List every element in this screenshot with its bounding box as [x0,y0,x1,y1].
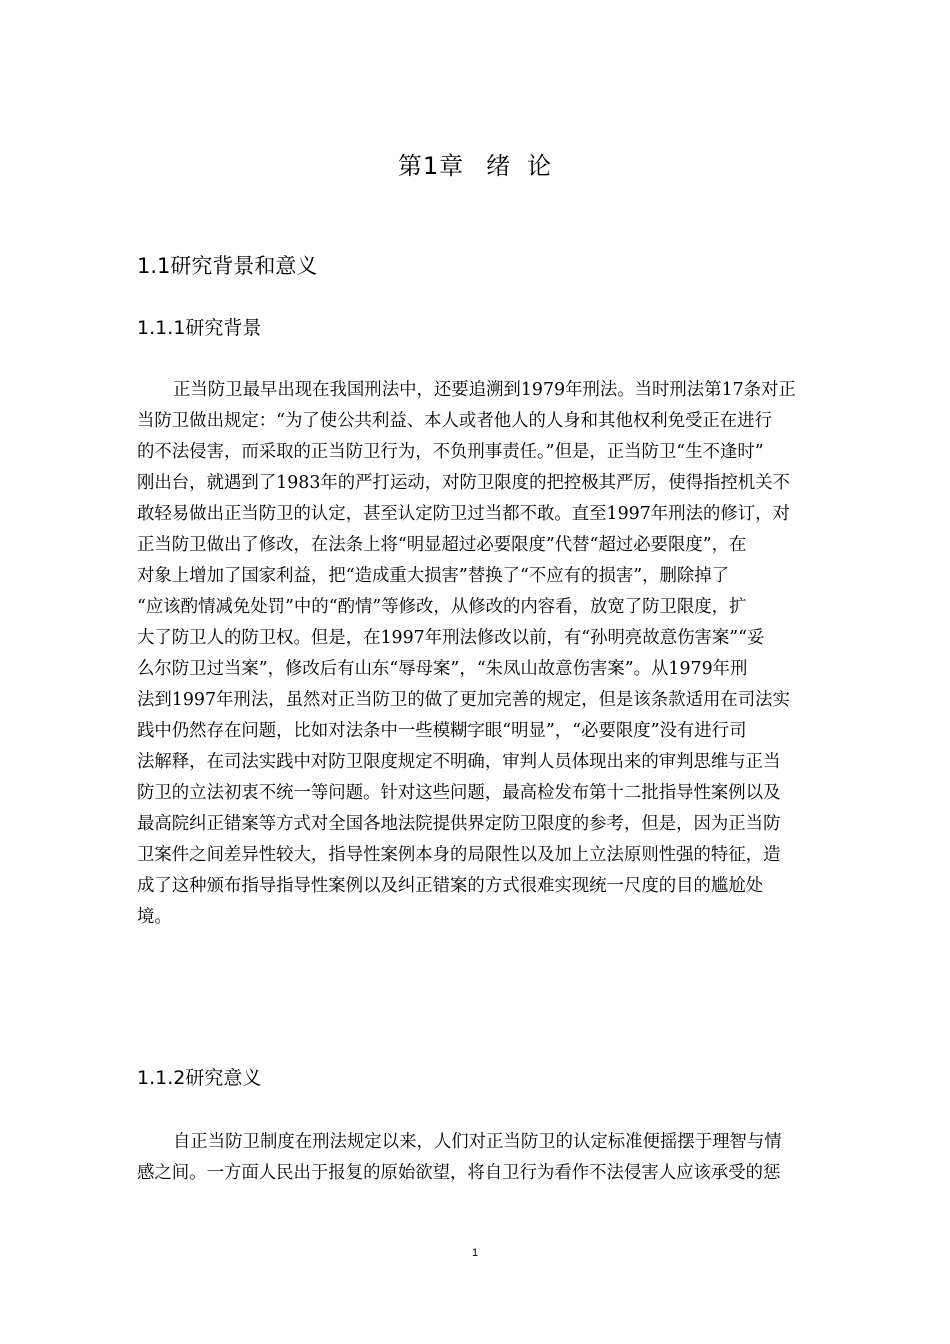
subsection-heading-significance: 1.1.2研究意义 [137,1067,262,1089]
subsection-heading-background: 1.1.1研究背景 [137,317,262,339]
chapter-number: 第1章 [397,152,465,180]
page-number: 1 [471,1247,479,1259]
text-line: 大了防卫人的防卫权。但是，在1997年刑法修改以前，有“孙明亮故意伤害案”“妥 [137,628,765,648]
text-line: 践中仍然存在问题，比如对法条中一些模糊字眼“明显”，“必要限度”没有进行司 [137,721,747,741]
text-line: 自正当防卫制度在刑法规定以来，人们对正当防卫的认定标准便摇摆于理智与情 [173,1132,782,1152]
text-line: 法解释，在司法实践中对防卫限度规定不明确，审判人员体现出来的审判思维与正当 [137,752,781,772]
paragraph-significance [137,1127,839,1189]
chapter-title-char-2: 论 [527,152,553,180]
section-heading: 1.1研究背景和意义 [137,254,318,278]
text-line: 的不法侵害，而采取的正当防卫行为，不负刑事责任。”但是，正当防卫“生不逢时” [137,442,764,462]
text-line: 正当防卫做出了修改，在法条上将“明显超过必要限度”代替“超过必要限度”，在 [137,535,747,555]
paragraph-background [137,375,839,933]
text-line: 成了这种颁布指导指导性案例以及纠正错案的方式很难实现统一尺度的目的尴尬处 [137,876,764,896]
chapter-title-char-1: 绪 [486,152,512,180]
text-line: 刚出台，就遇到了1983年的严打运动，对防卫限度的把控极其严厉，使得指控机关不 [137,473,790,493]
text-line: 正当防卫最早出现在我国刑法中，还要追溯到1979年刑法。当时刑法第17条对正 [173,380,796,400]
text-line: 当防卫做出规定：“为了使公共利益、本人或者他人的人身和其他权利免受正在进行 [137,411,772,431]
text-line: “应该酌情减免处罚”中的“酌情”等修改，从修改的内容看，放宽了防卫限度，扩 [137,597,747,617]
chapter-title [0,148,950,184]
text-line: 卫案件之间差异性较大，指导性案例本身的局限性以及加上立法原则性强的特征，造 [137,845,781,865]
text-line: 防卫的立法初衷不统一等问题。针对这些问题，最高检发布第十二批指导性案例以及 [137,783,781,803]
text-line: 么尔防卫过当案”，修改后有山东“辱母案”，“朱凤山故意伤害案”。从1979年刑 [137,659,748,679]
text-line: 感之间。一方面人民出于报复的原始欲望，将自卫行为看作不法侵害人应该承受的惩 [137,1163,781,1183]
text-line: 对象上增加了国家利益，把“造成重大损害”替换了“不应有的损害”，删除掉了 [137,566,730,586]
text-line: 最高院纠正错案等方式对全国各地法院提供界定防卫限度的参考，但是，因为正当防 [137,814,781,834]
text-line: 境。 [137,907,172,927]
text-line: 法到1997年刑法，虽然对正当防卫的做了更加完善的规定，但是该条款适用在司法实 [137,690,790,710]
text-line: 敢轻易做出正当防卫的认定，甚至认定防卫过当都不敢。直至1997年刑法的修订，对 [137,504,790,524]
